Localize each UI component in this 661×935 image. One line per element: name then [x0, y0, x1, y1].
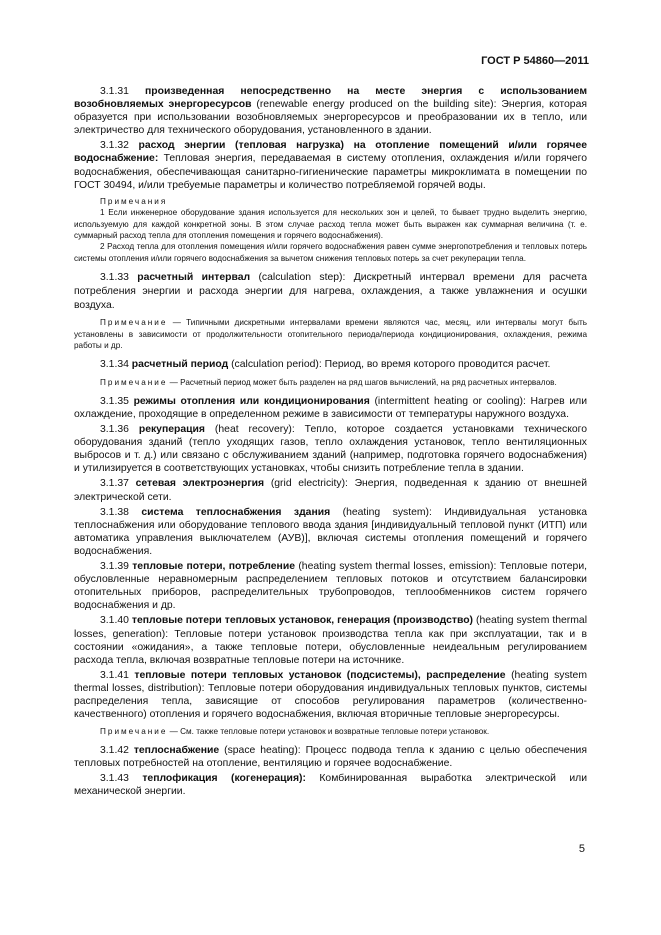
- definition: (intermittent heating or cooling): Нагрев или охлаждение, проходящие в определенном режиме в зависимости от температуры наружного воздуха.: [74, 395, 588, 420]
- paragraph-3-1-34: [74, 358, 587, 371]
- paragraph-3-1-40: [74, 614, 587, 666]
- note-label: Примечание: [100, 727, 168, 737]
- note-text: — Типичными дискретными интервалами времени являются час, месяц, или интервалы могут быть установлены в зависимости от продолжительности отопительного периода/периода кондиционирования, охлаждения, режима работы и др.: [74, 318, 587, 350]
- clause-number: 3.1.43: [100, 772, 129, 784]
- term: расчетный интервал: [137, 272, 251, 284]
- definition: (calculation step): Дискретный интервал времени для расчета потребления энергии и расхода энергии для нагрева, охлаждения, а также увлажнения и осушки воздуха.: [74, 272, 587, 312]
- definition: (calculation period): Период, во время которого проводится расчет.: [231, 359, 551, 371]
- note-3-1-41: [74, 726, 587, 737]
- clause-number: 3.1.39: [100, 561, 129, 573]
- term: расход энергии (тепловая нагрузка) на отопление помещений и/или горячее водоснабжение:: [74, 140, 587, 165]
- note-item: 1 Если инженерное оборудование здания используется для нескольких зон и целей, то бывает трудно выделить энергию, используемую для каждой конкретной зоны. В этом случае расход тепла может быть выражен как суммарная величина (т. е. суммарный расход тепла для отопления помещения и горячего водоснабжения).: [74, 208, 587, 240]
- paragraph-3-1-31: [74, 85, 587, 137]
- clause-number: 3.1.35: [100, 395, 129, 407]
- clause-number: 3.1.42: [100, 744, 129, 756]
- clause-number: 3.1.31: [100, 86, 129, 97]
- definition: Комбинированная выработка электрической или механической энергии.: [74, 772, 587, 797]
- clause-number: 3.1.36: [100, 424, 129, 436]
- note-item: 2 Расход тепла для отопления помещения и/или горячего водоснабжения равен сумме энергопотребления и тепловых потерь системы отопления и/или горячего водоснабжения за вычетом снижения тепловых потерь за счет рекуперации тепла.: [74, 242, 587, 263]
- note-label: Примечание: [100, 377, 168, 387]
- term: рекуперация: [138, 424, 205, 436]
- definition: (heating system thermal losses, distribution): Тепловые потери оборудования индивидуальных тепловых пунктов, системы распределения тепла, зависящие от способов регулирования параметров (количественно-качественного) отопления и горячего водоснабжения, включая вторичные тепловые энергоресурсы.: [74, 669, 587, 721]
- notes-heading: [74, 196, 587, 207]
- page-number: 5: [578, 843, 585, 855]
- paragraph-3-1-35: [74, 395, 587, 421]
- term: система теплоснабжения здания: [141, 506, 331, 518]
- paragraph-3-1-41: [74, 669, 587, 721]
- note-text: — См. также тепловые потери установок и возвратные тепловые потери установок.: [169, 727, 490, 737]
- paragraph-3-1-36: [74, 423, 587, 475]
- definition: Тепловая энергия, передаваемая в систему отопления, охлаждения и/или горячего водоснабжения, обеспечивающая санитарно-гигиенические параметры микроклимата в помещении по ГОСТ 30494, и/или требуемые параметры и количество потребляемой горячей воды.: [74, 153, 588, 191]
- clause-number: 3.1.41: [100, 669, 129, 681]
- note-3-1-33: [74, 317, 587, 351]
- term: тепловые потери, потребление: [132, 561, 295, 573]
- definition: (heat recovery): Тепло, которое создается установками технического оборудования зданий (тепло уходящих газов, тепло охлаждения установок, тепло вентиляционных выбросов и т. д.) или связано с обслуживанием зданий (например, подготовка горячего водоснабжения) и утилизируется в соответствующих установках, чтобы снизить потребление тепла в здании.: [74, 424, 588, 475]
- paragraph-3-1-42: [74, 744, 587, 770]
- paragraph-3-1-39: [74, 560, 587, 612]
- note-text: — Расчетный период может быть разделен на ряд шагов вычислений, на ряд расчетных интервалов.: [169, 377, 557, 387]
- clause-number: 3.1.33: [100, 272, 129, 284]
- clause-number: 3.1.37: [100, 478, 129, 490]
- definition: (space heating): Процесс подвода тепла к зданию с целью обеспечения тепловых потребностей на отопление, вентиляцию и горячее водоснабжение.: [74, 744, 587, 769]
- term: расчетный период: [131, 359, 229, 371]
- term: режимы отопления или кондиционирования: [133, 395, 370, 407]
- definition: (renewable energy produced on the building site): Энергия, которая образуется при использовании возобновляемых энергоресурсов и преобразовании их в тепло, или электричество для технического оборудования, установленного в здании.: [74, 99, 587, 137]
- term: сетевая электроэнергия: [135, 478, 265, 490]
- standard-number: ГОСТ Р 54860—2011: [481, 55, 589, 67]
- definition: (heating system thermal losses, emission): Тепловые потери, обусловленные неравномерным распределением тепловых потоков и отсутствием балансировки отопительных приборов, распределительных трубопроводов, теплообменников систем горячего водоснабжения и др.: [74, 561, 588, 612]
- paragraph-3-1-32: [74, 139, 587, 191]
- definition: (heating system): Индивидуальная установка теплоснабжения или оборудование теплового ввода здания [индивидуальный тепловой пункт (ИТП) или автоматика управления выключателем (АУВ)], включая системы отопления помещений и горячего водоснабжения.: [74, 506, 588, 557]
- term: произведенная непосредственно на месте энергия с использованием возобновляемых энергоресурсов: [74, 86, 588, 111]
- clause-number: 3.1.34: [100, 359, 129, 371]
- definition: (heating system thermal losses, generation): Тепловые потери установок производства тепла как при эксплуатации, так и в состоянии «ожидания», а также тепловые потери, обусловленные неидеальным регулированием расхода тепла, включая возвратные тепловые потери на источнике.: [74, 615, 587, 666]
- term: теплофикация (когенерация):: [142, 772, 306, 784]
- term: тепловые потери тепловых установок, генерация (производство): [131, 615, 474, 627]
- paragraph-3-1-33: [74, 271, 587, 313]
- note-3-1-34: [74, 377, 587, 388]
- paragraph-3-1-38: [74, 506, 587, 558]
- definition: (grid electricity): Энергия, подведенная к зданию от внешней электрической сети.: [74, 478, 588, 503]
- clause-number: 3.1.40: [100, 615, 129, 627]
- paragraph-3-1-37: [74, 477, 587, 503]
- term: теплоснабжение: [133, 744, 220, 756]
- note-label: Примечание: [100, 318, 168, 328]
- paragraph-3-1-43: [74, 772, 587, 798]
- clause-number: 3.1.38: [100, 506, 129, 518]
- term: тепловые потери тепловых установок (подсистемы), распределение: [134, 669, 506, 681]
- document-body: [74, 85, 587, 800]
- note-label: Примечания: [100, 196, 168, 206]
- clause-number: 3.1.32: [100, 140, 129, 152]
